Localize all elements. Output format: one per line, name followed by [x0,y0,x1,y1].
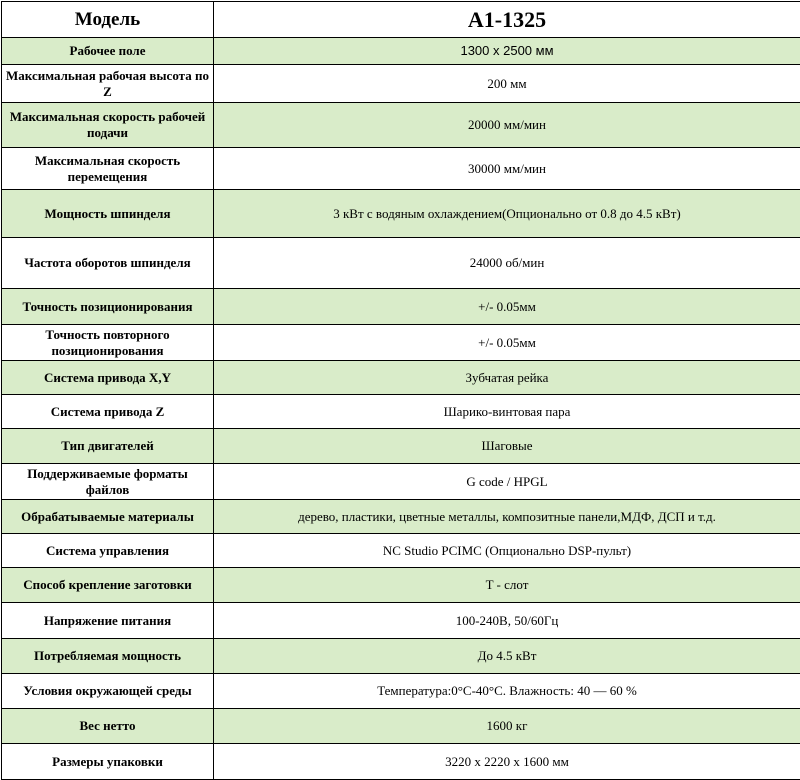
spec-label: Условия окружающей среды [2,674,214,709]
spec-value: 200 мм [214,65,800,103]
spec-value: 3220 x 2220 x 1600 мм [214,744,800,780]
spec-value: 1600 кг [214,709,800,744]
spec-row [2,744,800,780]
spec-label: Система управления [2,534,214,568]
spec-row [2,148,800,190]
spec-label: Система привода X,Y [2,361,214,395]
spec-label: Вес нетто [2,709,214,744]
model-value: A1-1325 [214,2,800,38]
spec-value: 30000 мм/мин [214,148,800,190]
spec-value: T - слот [214,568,800,603]
spec-value: +/- 0.05мм [214,289,800,325]
spec-row [2,534,800,568]
spec-label: Точность позиционирования [2,289,214,325]
spec-row [2,103,800,148]
spec-label: Система привода Z [2,395,214,429]
spec-value: До 4.5 кВт [214,639,800,674]
spec-value: 20000 мм/мин [214,103,800,148]
spec-row [2,325,800,361]
spec-label: Точность повторного позиционирования [2,325,214,361]
spec-value: Зубчатая рейка [214,361,800,395]
spec-value: 100-240В, 50/60Гц [214,603,800,639]
spec-value: Шаговые [214,429,800,464]
spec-row [2,38,800,65]
spec-label: Максимальная рабочая высота по Z [2,65,214,103]
spec-row [2,603,800,639]
spec-row [2,709,800,744]
spec-row [2,289,800,325]
spec-label: Напряжение питания [2,603,214,639]
spec-label: Потребляемая мощность [2,639,214,674]
spec-label: Тип двигателей [2,429,214,464]
spec-value: 3 кВт с водяным охлаждением(Опционально от 0.8 до 4.5 кВт) [214,190,800,238]
spec-row [2,568,800,603]
model-label: Модель [2,2,214,38]
spec-row [2,190,800,238]
spec-row [2,500,800,534]
spec-row [2,639,800,674]
spec-row [2,464,800,500]
spec-value: Шарико-винтовая пара [214,395,800,429]
spec-label: Способ крепление заготовки [2,568,214,603]
spec-row [2,238,800,289]
spec-row [2,429,800,464]
spec-row [2,361,800,395]
spec-value: NC Studio PCIMC (Опционально DSP-пульт) [214,534,800,568]
spec-value: 1300 x 2500 мм [214,38,800,65]
spec-value: Температура:0°C-40°C. Влажность: 40 — 60 % [214,674,800,709]
spec-row [2,674,800,709]
spec-label: Поддерживаемые форматы файлов [2,464,214,500]
spec-header-row [2,2,800,38]
spec-value: +/- 0.05мм [214,325,800,361]
spec-label: Мощность шпинделя [2,190,214,238]
spec-label: Максимальная скорость рабочей подачи [2,103,214,148]
spec-label: Рабочее поле [2,38,214,65]
spec-label: Обрабатываемые материалы [2,500,214,534]
spec-label: Размеры упаковки [2,744,214,780]
spec-table [1,1,800,780]
spec-value: дерево, пластики, цветные металлы, композитные панели,МДФ, ДСП и т.д. [214,500,800,534]
spec-row [2,395,800,429]
spec-value: 24000 об/мин [214,238,800,289]
spec-row [2,65,800,103]
spec-label: Максимальная скорость перемещения [2,148,214,190]
spec-label: Частота оборотов шпинделя [2,238,214,289]
spec-value: G code / HPGL [214,464,800,500]
